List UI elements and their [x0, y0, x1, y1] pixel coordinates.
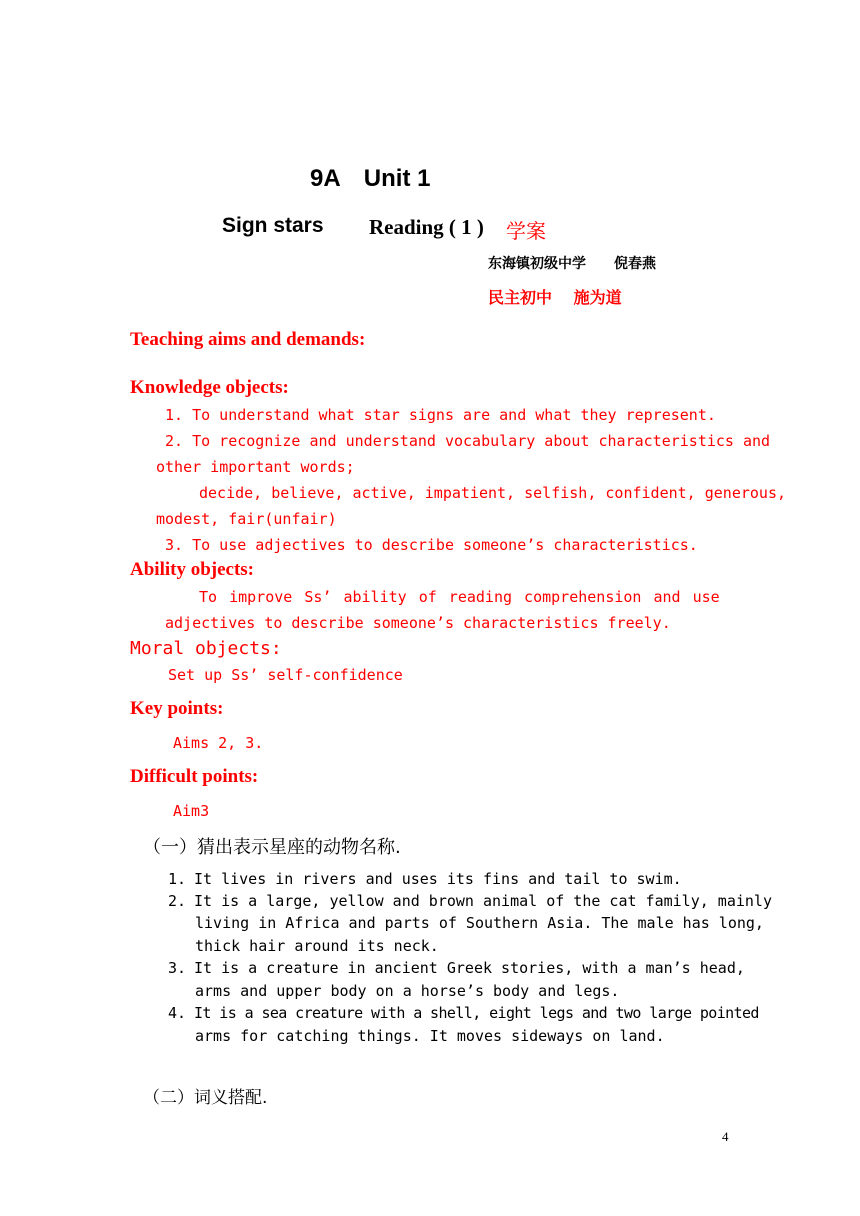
key-points-heading: Key points:: [130, 698, 224, 719]
list-item-number: 4.: [168, 1004, 187, 1022]
list-item: [168, 892, 772, 910]
list-item-text: arms and upper body on a horse’s body and legs.: [195, 982, 620, 1000]
ability-text: To improve Ss’ ability of reading comprehension and use: [199, 588, 720, 606]
key-points-text: Aims 2, 3.: [173, 734, 264, 752]
page-number: 4: [722, 1129, 729, 1144]
xuean-label: 学案: [506, 219, 546, 243]
unit-title: 9A Unit 1: [310, 165, 431, 192]
list-item-text: thick hair around its neck.: [195, 937, 439, 955]
list-item-text: living in Africa and parts of Southern Asia. The male has long,: [195, 914, 764, 932]
knowledge-item-2: 2. To recognize and understand vocabulary about characteristics and: [165, 432, 771, 450]
list-item: [168, 1004, 759, 1022]
ability-objects-heading: Ability objects:: [130, 559, 255, 580]
knowledge-item-1: 1. To understand what star signs are and what they represent.: [165, 406, 716, 424]
list-item-number: 2.: [168, 892, 187, 910]
teaching-aims-heading: Teaching aims and demands:: [130, 329, 366, 350]
list-item-text: It is a sea creature with a shell, eight legs and two large pointed: [194, 1004, 759, 1022]
moral-objects-heading: Moral objects:: [130, 638, 282, 659]
knowledge-item-2-cont: other important words;: [156, 458, 355, 476]
list-item-text: It is a creature in ancient Greek stories, with a man’s head,: [194, 959, 745, 977]
ability-text-cont: adjectives to describe someone’s characteristics freely.: [165, 614, 671, 632]
difficult-points-heading: Difficult points:: [130, 766, 259, 787]
author-line-1: 东海镇初级中学 倪春燕: [488, 256, 656, 272]
knowledge-item-3: 3. To use adjectives to describe someone’s characteristics.: [165, 536, 698, 554]
vocabulary-list: decide, believe, active, impatient, selfish, confident, generous,: [199, 484, 786, 502]
sign-stars-title: Sign stars: [222, 214, 324, 237]
list-item-text: arms for catching things. It moves sideways on land.: [195, 1027, 665, 1045]
difficult-points-text: Aim3: [173, 802, 210, 820]
vocabulary-list-cont: modest, fair(unfair): [156, 510, 337, 528]
list-item: [168, 870, 682, 888]
list-item: [168, 959, 745, 977]
reading-title: Reading ( 1 ): [369, 215, 484, 239]
section-2-heading: （二）词义搭配.: [143, 1088, 268, 1108]
list-item-text: It is a large, yellow and brown animal of the cat family, mainly: [194, 892, 772, 910]
list-item-text: It lives in rivers and uses its fins and tail to swim.: [194, 870, 682, 888]
knowledge-objects-heading: Knowledge objects:: [130, 377, 289, 398]
section-1-heading: （一）猜出表示星座的动物名称.: [143, 837, 401, 858]
list-item-number: 1.: [168, 870, 187, 888]
list-item-number: 3.: [168, 959, 187, 977]
moral-text: Set up Ss’ self-confidence: [168, 666, 403, 684]
author-line-2: 民主初中 施为道: [488, 288, 622, 307]
